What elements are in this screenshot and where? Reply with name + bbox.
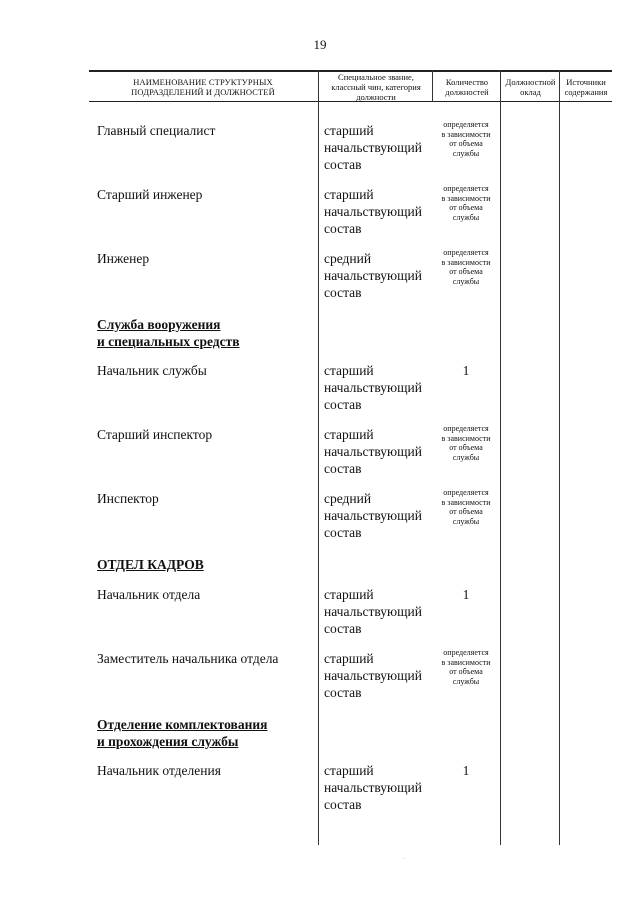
count-line: службы: [452, 516, 480, 526]
count-line: в зависимости: [441, 129, 491, 139]
position-count: [433, 120, 499, 158]
column-divider: [500, 70, 501, 845]
rank-line: состав: [324, 461, 362, 476]
position-name: Старший инженер: [97, 187, 203, 202]
header-sources-column: Источники содержания: [564, 77, 608, 97]
rank-line: средний: [324, 251, 372, 266]
header-rank-column: Специальное звание, классный чин, категория должности: [331, 72, 421, 102]
rank-category: [324, 122, 444, 173]
position-count: 1: [462, 587, 470, 602]
section-heading: ОТДЕЛ КАДРОВ: [97, 557, 204, 572]
rank-category: [324, 650, 444, 701]
position-name: Начальник отдела: [97, 587, 201, 602]
rank-line: начальствующий: [324, 444, 422, 459]
rank-line: состав: [324, 621, 362, 636]
section-heading: и прохождения службы: [97, 734, 239, 749]
count-line: в зависимости: [441, 433, 491, 443]
position-count: 1: [462, 363, 470, 378]
rank-line: начальствующий: [324, 268, 422, 283]
count-line: в зависимости: [441, 657, 491, 667]
rank-line: состав: [324, 397, 362, 412]
rank-line: начальствующий: [324, 380, 422, 395]
rank-line: начальствующий: [324, 140, 422, 155]
rank-category: [324, 362, 444, 413]
column-divider: [318, 70, 319, 845]
rank-line: начальствующий: [324, 508, 422, 523]
rank-line: старший: [324, 763, 374, 778]
count-line: определяется: [443, 248, 489, 257]
count-line: службы: [452, 676, 480, 686]
count-line: от объема: [449, 443, 483, 452]
count-line: службы: [452, 148, 480, 158]
section-heading: Служба вооружения: [97, 317, 221, 332]
rank-line: состав: [324, 797, 362, 812]
rank-category: [324, 490, 444, 541]
count-line: определяется: [443, 424, 489, 433]
scan-mark: ·: [403, 856, 405, 862]
position-name: Начальник отделения: [97, 763, 221, 778]
column-divider: [432, 70, 433, 102]
position-count: [433, 648, 499, 686]
count-line: определяется: [443, 120, 489, 129]
count-line: от объема: [449, 267, 483, 276]
count-line: определяется: [443, 648, 489, 657]
page-number: 19: [313, 37, 327, 52]
count-line: в зависимости: [441, 193, 491, 203]
position-name: Начальник службы: [97, 363, 207, 378]
count-line: от объема: [449, 139, 483, 148]
section-heading: и специальных средств: [97, 334, 240, 349]
rank-category: [324, 762, 444, 813]
rank-line: начальствующий: [324, 780, 422, 795]
rank-category: [324, 586, 444, 637]
rank-category: [324, 250, 444, 301]
rank-line: состав: [324, 685, 362, 700]
rank-line: старший: [324, 651, 374, 666]
rank-line: начальствующий: [324, 604, 422, 619]
position-name: Старший инспектор: [97, 427, 213, 442]
rank-line: начальствующий: [324, 668, 422, 683]
rank-line: старший: [324, 427, 374, 442]
position-count: [433, 248, 499, 286]
rank-line: старший: [324, 587, 374, 602]
count-line: службы: [452, 276, 480, 286]
rank-line: старший: [324, 123, 374, 138]
column-divider: [559, 70, 560, 845]
count-line: службы: [452, 212, 480, 222]
rank-line: состав: [324, 157, 362, 172]
position-name: Инспектор: [97, 491, 159, 506]
rank-category: [324, 186, 444, 237]
rank-line: средний: [324, 491, 372, 506]
count-line: в зависимости: [441, 257, 491, 267]
rank-category: [324, 426, 444, 477]
rank-line: начальствующий: [324, 204, 422, 219]
position-count: [433, 424, 499, 462]
rank-line: старший: [324, 187, 374, 202]
rank-line: состав: [324, 285, 362, 300]
count-line: определяется: [443, 184, 489, 193]
count-line: от объема: [449, 507, 483, 516]
position-count: [433, 488, 499, 526]
rank-line: состав: [324, 525, 362, 540]
position-count: 1: [462, 763, 470, 778]
count-line: определяется: [443, 488, 489, 497]
count-line: от объема: [449, 203, 483, 212]
position-name: Заместитель начальника отдела: [97, 651, 279, 666]
section-heading: Отделение комплектования: [97, 717, 268, 732]
position-name: Главный специалист: [97, 123, 216, 138]
header-name-column: НАИМЕНОВАНИЕ СТРУКТУРНЫХ ПОДРАЗДЕЛЕНИЙ И ДОЛЖНОСТЕЙ: [131, 77, 275, 97]
count-line: службы: [452, 452, 480, 462]
header-count-column: Количество должностей: [445, 77, 489, 97]
position-count: [433, 184, 499, 222]
rank-line: состав: [324, 221, 362, 236]
count-line: от объема: [449, 667, 483, 676]
rank-line: старший: [324, 363, 374, 378]
header-salary-column: Должностной оклад: [505, 77, 556, 97]
position-name: Инженер: [97, 251, 150, 266]
count-line: в зависимости: [441, 497, 491, 507]
